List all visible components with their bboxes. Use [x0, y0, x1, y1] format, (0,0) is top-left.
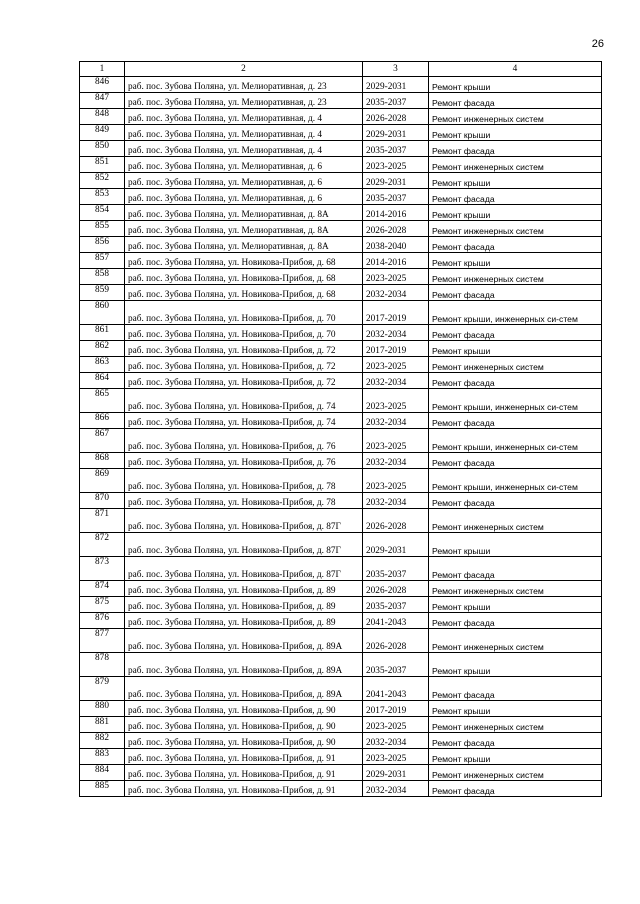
period-cell: 2026-2028 — [363, 109, 429, 125]
work-type-cell: Ремонт крыши — [429, 597, 602, 613]
work-type-cell: Ремонт фасада — [429, 237, 602, 253]
table-row — [80, 429, 602, 453]
period-cell: 2026-2028 — [363, 581, 429, 597]
row-number-cell: 846 — [80, 77, 125, 93]
table-row — [80, 597, 602, 613]
table-row — [80, 125, 602, 141]
address-cell: раб. пос. Зубова Поляна, ул. Новикова-Прибоя, д. 89 — [125, 581, 363, 597]
table-row — [80, 453, 602, 469]
address-cell: раб. пос. Зубова Поляна, ул. Мелиоративная, д. 8А — [125, 237, 363, 253]
table-row — [80, 341, 602, 357]
table-row — [80, 717, 602, 733]
period-cell: 2017-2019 — [363, 301, 429, 325]
table-row — [80, 285, 602, 301]
row-number-cell: 869 — [80, 469, 125, 493]
address-cell: раб. пос. Зубова Поляна, ул. Новикова-Прибоя, д. 74 — [125, 389, 363, 413]
address-cell: раб. пос. Зубова Поляна, ул. Мелиоративная, д. 4 — [125, 125, 363, 141]
header-col-4: 4 — [429, 62, 602, 77]
period-cell: 2023-2025 — [363, 389, 429, 413]
table-row — [80, 493, 602, 509]
period-cell: 2017-2019 — [363, 701, 429, 717]
period-cell: 2023-2025 — [363, 357, 429, 373]
table-row — [80, 733, 602, 749]
period-cell: 2032-2034 — [363, 493, 429, 509]
period-cell: 2041-2043 — [363, 613, 429, 629]
work-type-cell: Ремонт крыши — [429, 533, 602, 557]
work-type-cell: Ремонт инженерных систем — [429, 509, 602, 533]
address-cell: раб. пос. Зубова Поляна, ул. Новикова-Прибоя, д. 70 — [125, 325, 363, 341]
table-row — [80, 157, 602, 173]
table-row — [80, 781, 602, 797]
row-number-cell: 854 — [80, 205, 125, 221]
row-number-cell: 878 — [80, 653, 125, 677]
period-cell: 2023-2025 — [363, 269, 429, 285]
work-type-cell: Ремонт крыши, инженерных си-стем — [429, 429, 602, 453]
work-type-cell: Ремонт фасада — [429, 141, 602, 157]
work-type-cell: Ремонт крыши — [429, 701, 602, 717]
address-cell: раб. пос. Зубова Поляна, ул. Новикова-Прибоя, д. 76 — [125, 429, 363, 453]
row-number-cell: 880 — [80, 701, 125, 717]
table-row — [80, 765, 602, 781]
work-type-cell: Ремонт крыши — [429, 125, 602, 141]
period-cell: 2029-2031 — [363, 173, 429, 189]
row-number-cell: 847 — [80, 93, 125, 109]
work-type-cell: Ремонт фасада — [429, 189, 602, 205]
table-row — [80, 653, 602, 677]
row-number-cell: 868 — [80, 453, 125, 469]
row-number-cell: 873 — [80, 557, 125, 581]
work-type-cell: Ремонт крыши — [429, 341, 602, 357]
address-cell: раб. пос. Зубова Поляна, ул. Новикова-Прибоя, д. 89А — [125, 653, 363, 677]
work-type-cell: Ремонт крыши — [429, 205, 602, 221]
row-number-cell: 884 — [80, 765, 125, 781]
address-cell: раб. пос. Зубова Поляна, ул. Мелиоративная, д. 6 — [125, 157, 363, 173]
row-number-cell: 852 — [80, 173, 125, 189]
period-cell: 2035-2037 — [363, 557, 429, 581]
table-row — [80, 373, 602, 389]
table-row — [80, 389, 602, 413]
period-cell: 2014-2016 — [363, 253, 429, 269]
row-number-cell: 848 — [80, 109, 125, 125]
period-cell: 2032-2034 — [363, 733, 429, 749]
table-row — [80, 93, 602, 109]
row-number-cell: 877 — [80, 629, 125, 653]
row-number-cell: 870 — [80, 493, 125, 509]
table-row — [80, 77, 602, 93]
table-row — [80, 357, 602, 373]
work-type-cell: Ремонт крыши, инженерных си-стем — [429, 389, 602, 413]
period-cell: 2035-2037 — [363, 93, 429, 109]
period-cell: 2023-2025 — [363, 157, 429, 173]
period-cell: 2035-2037 — [363, 141, 429, 157]
work-type-cell: Ремонт инженерных систем — [429, 717, 602, 733]
row-number-cell: 858 — [80, 269, 125, 285]
work-type-cell: Ремонт инженерных систем — [429, 629, 602, 653]
address-cell: раб. пос. Зубова Поляна, ул. Новикова-Прибоя, д. 70 — [125, 301, 363, 325]
address-cell: раб. пос. Зубова Поляна, ул. Новикова-Прибоя, д. 78 — [125, 493, 363, 509]
work-type-cell: Ремонт инженерных систем — [429, 269, 602, 285]
row-number-cell: 860 — [80, 301, 125, 325]
period-cell: 2023-2025 — [363, 749, 429, 765]
period-cell: 2035-2037 — [363, 189, 429, 205]
page-number: 26 — [591, 38, 604, 50]
period-cell: 2032-2034 — [363, 413, 429, 429]
row-number-cell: 849 — [80, 125, 125, 141]
work-type-cell: Ремонт фасада — [429, 413, 602, 429]
row-number-cell: 882 — [80, 733, 125, 749]
address-cell: раб. пос. Зубова Поляна, ул. Новикова-Прибоя, д. 90 — [125, 733, 363, 749]
table-body — [80, 77, 602, 797]
address-cell: раб. пос. Зубова Поляна, ул. Новикова-Прибоя, д. 91 — [125, 781, 363, 797]
work-type-cell: Ремонт крыши — [429, 749, 602, 765]
work-type-cell: Ремонт инженерных систем — [429, 221, 602, 237]
work-type-cell: Ремонт крыши, инженерных си-стем — [429, 469, 602, 493]
table-row — [80, 557, 602, 581]
table-row — [80, 325, 602, 341]
period-cell: 2032-2034 — [363, 781, 429, 797]
period-cell: 2032-2034 — [363, 373, 429, 389]
period-cell: 2029-2031 — [363, 533, 429, 557]
row-number-cell: 876 — [80, 613, 125, 629]
row-number-cell: 859 — [80, 285, 125, 301]
address-cell: раб. пос. Зубова Поляна, ул. Новикова-Прибоя, д. 72 — [125, 357, 363, 373]
work-type-cell: Ремонт крыши — [429, 77, 602, 93]
table-row — [80, 581, 602, 597]
address-cell: раб. пос. Зубова Поляна, ул. Мелиоративная, д. 23 — [125, 93, 363, 109]
address-cell: раб. пос. Зубова Поляна, ул. Новикова-Прибоя, д. 89 — [125, 597, 363, 613]
address-cell: раб. пос. Зубова Поляна, ул. Новикова-Прибоя, д. 89А — [125, 677, 363, 701]
work-type-cell: Ремонт фасада — [429, 93, 602, 109]
period-cell: 2017-2019 — [363, 341, 429, 357]
table-row — [80, 509, 602, 533]
row-number-cell: 871 — [80, 509, 125, 533]
work-type-cell: Ремонт крыши — [429, 173, 602, 189]
work-type-cell: Ремонт фасада — [429, 781, 602, 797]
address-cell: раб. пос. Зубова Поляна, ул. Новикова-Прибоя, д. 90 — [125, 717, 363, 733]
period-cell: 2038-2040 — [363, 237, 429, 253]
address-cell: раб. пос. Зубова Поляна, ул. Мелиоративная, д. 6 — [125, 173, 363, 189]
row-number-cell: 874 — [80, 581, 125, 597]
address-cell: раб. пос. Зубова Поляна, ул. Новикова-Прибоя, д. 90 — [125, 701, 363, 717]
repair-schedule-table — [79, 61, 602, 797]
table-row — [80, 533, 602, 557]
period-cell: 2041-2043 — [363, 677, 429, 701]
row-number-cell: 872 — [80, 533, 125, 557]
address-cell: раб. пос. Зубова Поляна, ул. Мелиоративная, д. 23 — [125, 77, 363, 93]
period-cell: 2029-2031 — [363, 125, 429, 141]
address-cell: раб. пос. Зубова Поляна, ул. Новикова-Прибоя, д. 87Г — [125, 533, 363, 557]
table-row — [80, 269, 602, 285]
table-row — [80, 253, 602, 269]
address-cell: раб. пос. Зубова Поляна, ул. Новикова-Прибоя, д. 68 — [125, 253, 363, 269]
table-row — [80, 749, 602, 765]
period-cell: 2023-2025 — [363, 469, 429, 493]
address-cell: раб. пос. Зубова Поляна, ул. Новикова-Прибоя, д. 89 — [125, 613, 363, 629]
work-type-cell: Ремонт инженерных систем — [429, 157, 602, 173]
address-cell: раб. пос. Зубова Поляна, ул. Новикова-Прибоя, д. 89А — [125, 629, 363, 653]
address-cell: раб. пос. Зубова Поляна, ул. Новикова-Прибоя, д. 68 — [125, 285, 363, 301]
address-cell: раб. пос. Зубова Поляна, ул. Мелиоративная, д. 8А — [125, 205, 363, 221]
table-row — [80, 173, 602, 189]
row-number-cell: 885 — [80, 781, 125, 797]
row-number-cell: 879 — [80, 677, 125, 701]
address-cell: раб. пос. Зубова Поляна, ул. Новикова-Прибоя, д. 72 — [125, 373, 363, 389]
table-row — [80, 469, 602, 493]
work-type-cell: Ремонт инженерных систем — [429, 765, 602, 781]
address-cell: раб. пос. Зубова Поляна, ул. Мелиоративная, д. 4 — [125, 141, 363, 157]
address-cell: раб. пос. Зубова Поляна, ул. Мелиоративная, д. 6 — [125, 189, 363, 205]
header-col-2: 2 — [125, 62, 363, 77]
work-type-cell: Ремонт инженерных систем — [429, 357, 602, 373]
work-type-cell: Ремонт фасада — [429, 613, 602, 629]
period-cell: 2029-2031 — [363, 765, 429, 781]
work-type-cell: Ремонт фасада — [429, 453, 602, 469]
work-type-cell: Ремонт крыши — [429, 253, 602, 269]
period-cell: 2035-2037 — [363, 653, 429, 677]
row-number-cell: 857 — [80, 253, 125, 269]
row-number-cell: 863 — [80, 357, 125, 373]
table-header-row — [80, 62, 602, 77]
address-cell: раб. пос. Зубова Поляна, ул. Новикова-Прибоя, д. 76 — [125, 453, 363, 469]
work-type-cell: Ремонт фасада — [429, 677, 602, 701]
work-type-cell: Ремонт крыши, инженерных си-стем — [429, 301, 602, 325]
row-number-cell: 855 — [80, 221, 125, 237]
work-type-cell: Ремонт инженерных систем — [429, 581, 602, 597]
row-number-cell: 856 — [80, 237, 125, 253]
address-cell: раб. пос. Зубова Поляна, ул. Новикова-Прибоя, д. 68 — [125, 269, 363, 285]
work-type-cell: Ремонт инженерных систем — [429, 109, 602, 125]
work-type-cell: Ремонт фасада — [429, 373, 602, 389]
work-type-cell: Ремонт фасада — [429, 557, 602, 581]
work-type-cell: Ремонт фасада — [429, 493, 602, 509]
period-cell: 2026-2028 — [363, 509, 429, 533]
address-cell: раб. пос. Зубова Поляна, ул. Новикова-Прибоя, д. 72 — [125, 341, 363, 357]
period-cell: 2023-2025 — [363, 717, 429, 733]
address-cell: раб. пос. Зубова Поляна, ул. Новикова-Прибоя, д. 78 — [125, 469, 363, 493]
period-cell: 2029-2031 — [363, 77, 429, 93]
row-number-cell: 853 — [80, 189, 125, 205]
header-col-3: 3 — [363, 62, 429, 77]
period-cell: 2026-2028 — [363, 629, 429, 653]
address-cell: раб. пос. Зубова Поляна, ул. Новикова-Прибоя, д. 74 — [125, 413, 363, 429]
table-row — [80, 613, 602, 629]
table-row — [80, 413, 602, 429]
row-number-cell: 851 — [80, 157, 125, 173]
row-number-cell: 865 — [80, 389, 125, 413]
row-number-cell: 866 — [80, 413, 125, 429]
row-number-cell: 861 — [80, 325, 125, 341]
table-row — [80, 189, 602, 205]
row-number-cell: 862 — [80, 341, 125, 357]
address-cell: раб. пос. Зубова Поляна, ул. Новикова-Прибоя, д. 91 — [125, 765, 363, 781]
work-type-cell: Ремонт крыши — [429, 653, 602, 677]
address-cell: раб. пос. Зубова Поляна, ул. Новикова-Прибоя, д. 87Г — [125, 557, 363, 581]
table-row — [80, 237, 602, 253]
period-cell: 2032-2034 — [363, 453, 429, 469]
period-cell: 2035-2037 — [363, 597, 429, 613]
table-row — [80, 109, 602, 125]
work-type-cell: Ремонт фасада — [429, 325, 602, 341]
row-number-cell: 867 — [80, 429, 125, 453]
address-cell: раб. пос. Зубова Поляна, ул. Новикова-Прибоя, д. 91 — [125, 749, 363, 765]
table-row — [80, 301, 602, 325]
work-type-cell: Ремонт фасада — [429, 733, 602, 749]
table-row — [80, 629, 602, 653]
table-row — [80, 701, 602, 717]
table-row — [80, 141, 602, 157]
address-cell: раб. пос. Зубова Поляна, ул. Новикова-Прибоя, д. 87Г — [125, 509, 363, 533]
row-number-cell: 850 — [80, 141, 125, 157]
work-type-cell: Ремонт фасада — [429, 285, 602, 301]
period-cell: 2026-2028 — [363, 221, 429, 237]
address-cell: раб. пос. Зубова Поляна, ул. Мелиоративная, д. 4 — [125, 109, 363, 125]
address-cell: раб. пос. Зубова Поляна, ул. Мелиоративная, д. 8А — [125, 221, 363, 237]
period-cell: 2023-2025 — [363, 429, 429, 453]
table-row — [80, 205, 602, 221]
row-number-cell: 875 — [80, 597, 125, 613]
header-col-1: 1 — [80, 62, 125, 77]
row-number-cell: 881 — [80, 717, 125, 733]
row-number-cell: 883 — [80, 749, 125, 765]
row-number-cell: 864 — [80, 373, 125, 389]
period-cell: 2014-2016 — [363, 205, 429, 221]
period-cell: 2032-2034 — [363, 325, 429, 341]
period-cell: 2032-2034 — [363, 285, 429, 301]
table-row — [80, 221, 602, 237]
table-row — [80, 677, 602, 701]
